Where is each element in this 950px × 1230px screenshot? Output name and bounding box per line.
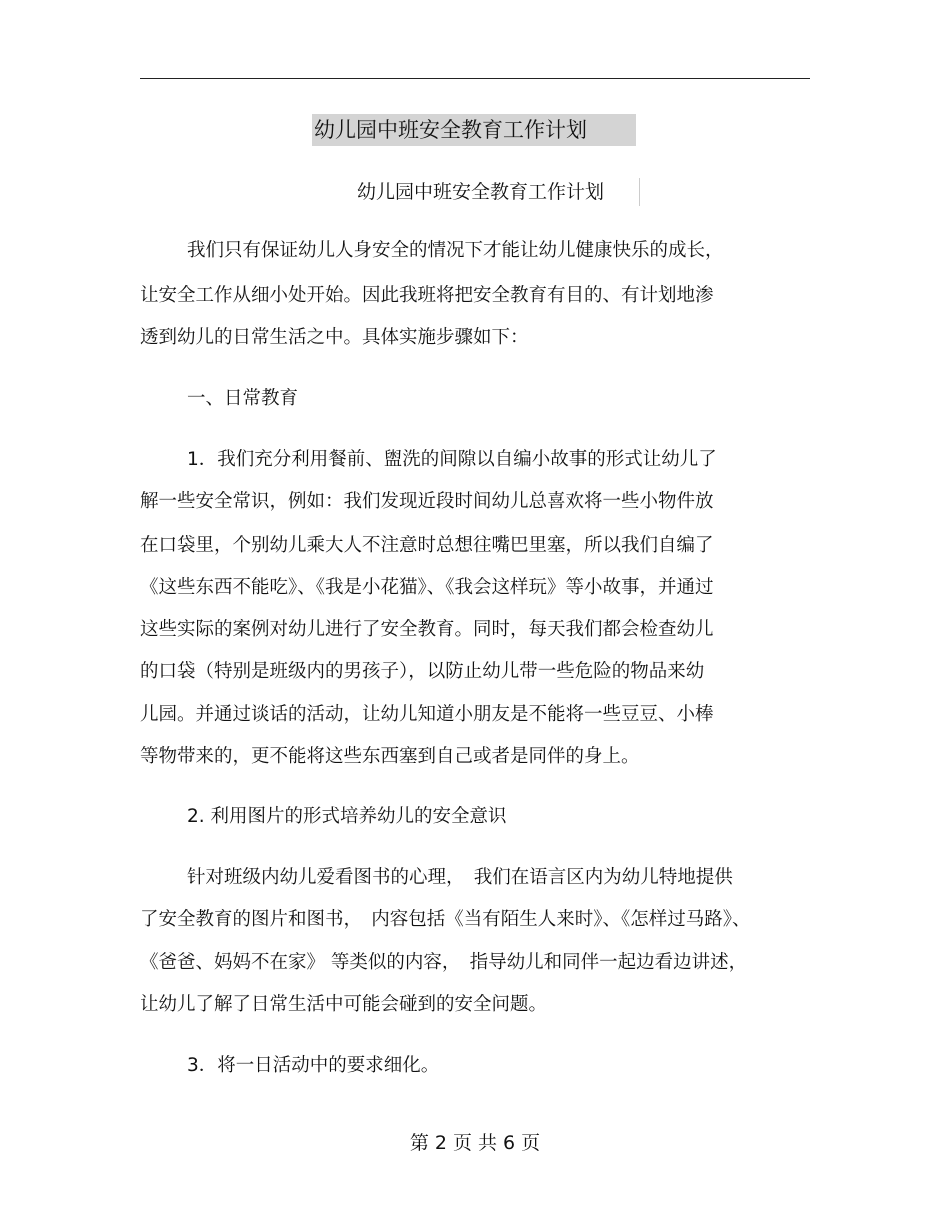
- section-heading: 一、日常教育: [187, 388, 299, 409]
- body-line: 的口袋（特别是班级内的男孩子），以防止幼儿带一些危险的物品来幼: [140, 661, 705, 682]
- body-line: 等物带来的，更不能将这些东西塞到自己或者是同伴的身上。: [140, 746, 640, 767]
- body-line: 儿园。并通过谈话的活动，让幼儿知道小朋友是不能将一些豆豆、小棒: [140, 704, 714, 725]
- body-line: 在口袋里，个别幼儿乘大人不注意时总想往嘴巴里塞，所以我们自编了: [140, 535, 714, 556]
- document-subtitle: 幼儿园中班安全教育工作计划: [357, 178, 640, 206]
- body-line: 《这些东西不能吃》、《我是小花猫》、《我会这样玩》等小故事，并通过: [140, 577, 714, 598]
- document-title: 幼儿园中班安全教育工作计划: [312, 114, 636, 146]
- page-number: 第 2 页 共 6 页: [409, 1132, 541, 1154]
- body-line: 让安全工作从细小处开始。因此我班将把安全教育有目的、有计划地渗: [140, 285, 714, 306]
- body-line: 这些实际的案例对幼儿进行了安全教育。同时，每天我们都会检查幼儿: [140, 619, 714, 640]
- body-line: 解一些安全常识，例如：我们发现近段时间幼儿总喜欢将一些小物件放: [140, 491, 714, 512]
- body-line: 让幼儿了解了日常生活中可能会碰到的安全问题。: [140, 994, 548, 1015]
- body-line: 我们只有保证幼儿人身安全的情况下才能让幼儿健康快乐的成长，: [187, 240, 724, 261]
- subsection-heading: 3．将一日活动中的要求细化。: [187, 1055, 440, 1076]
- header-rule: [140, 78, 810, 79]
- body-line: 透到幼儿的日常生活之中。具体实施步骤如下：: [140, 327, 529, 348]
- body-line: 了安全教育的图片和图书， 内容包括《当有陌生人来时》、《怎样过马路》、: [140, 909, 751, 930]
- subsection-heading: 2. 利用图片的形式培养幼儿的安全意识: [187, 806, 507, 827]
- body-line: 1．我们充分利用餐前、盥洗的间隙以自编小故事的形式让幼儿了: [187, 449, 717, 470]
- body-line: 《爸爸、妈妈不在家》 等类似的内容， 指导幼儿和同伴一起边看边讲述，: [140, 952, 748, 973]
- body-line: 针对班级内幼儿爱看图书的心理， 我们在语言区内为幼儿特地提供: [187, 867, 733, 888]
